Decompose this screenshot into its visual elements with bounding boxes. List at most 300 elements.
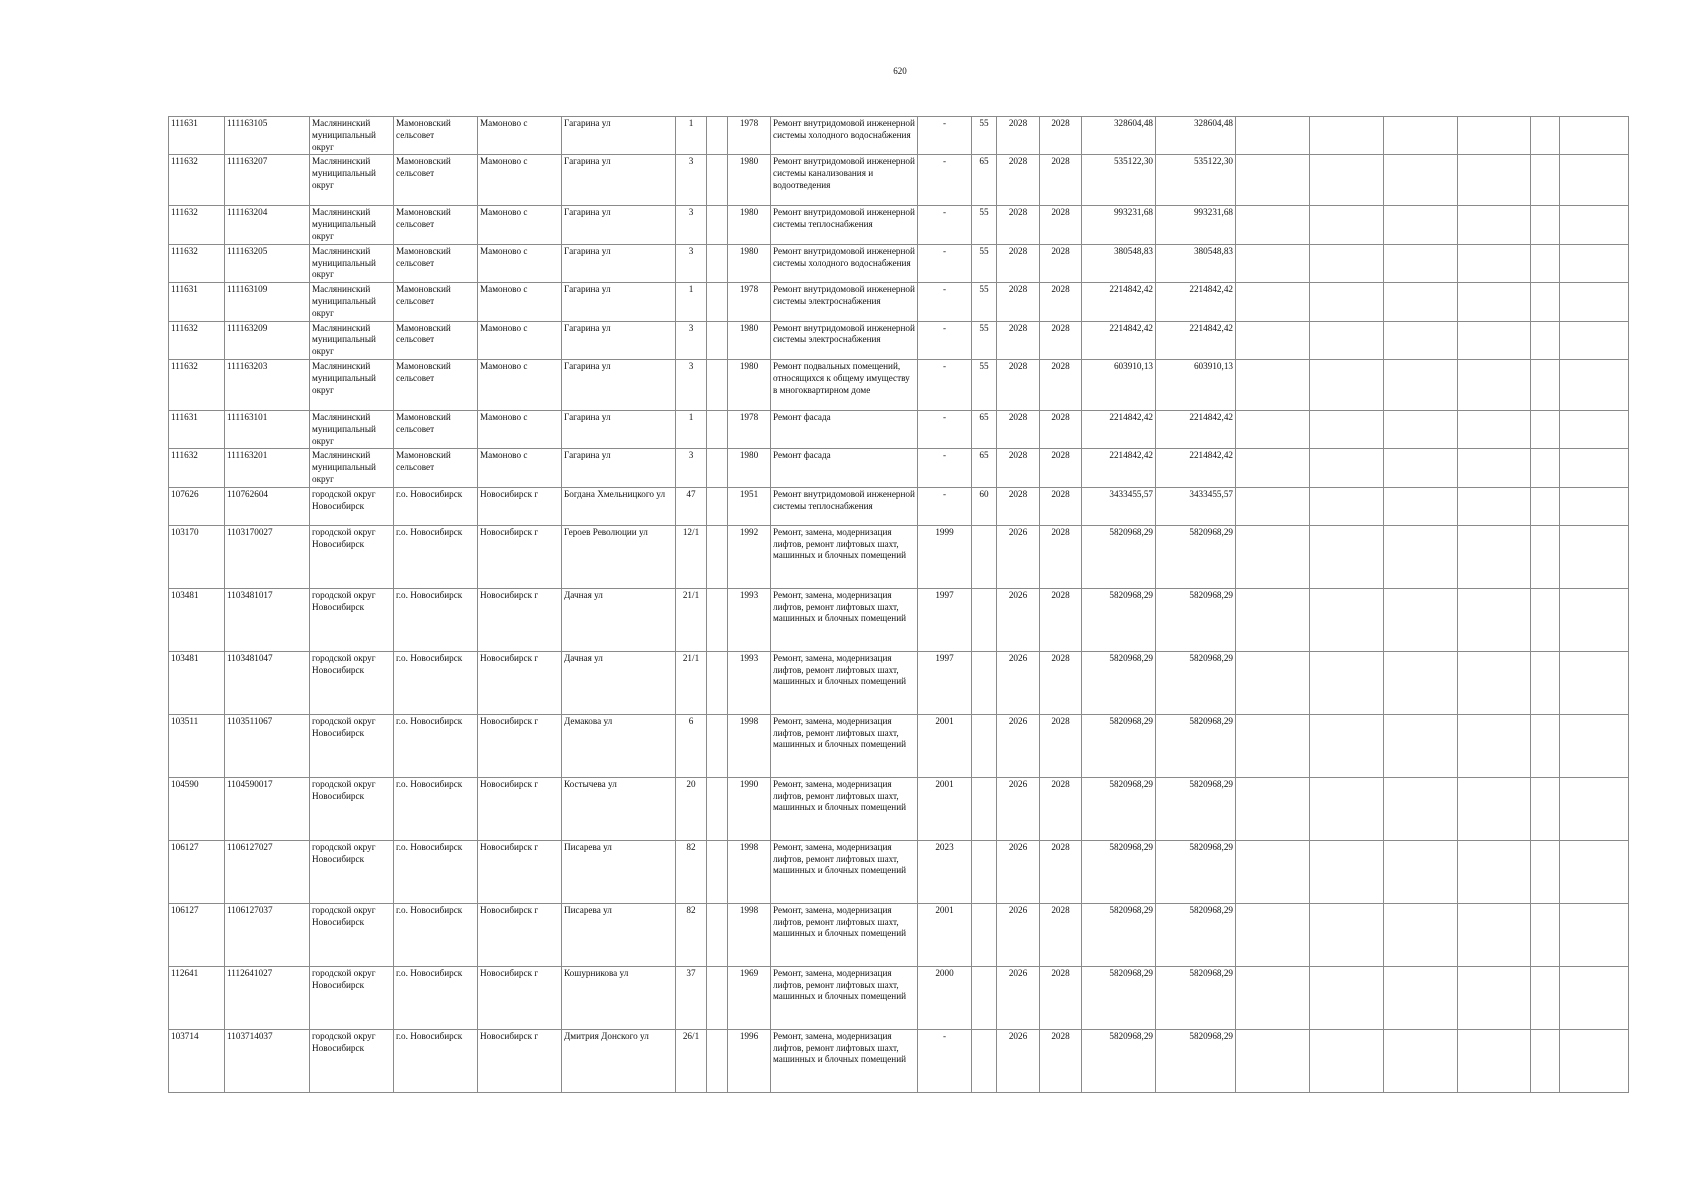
cell-plan-year-start: 2026 xyxy=(997,840,1040,903)
cell-empty xyxy=(1310,283,1384,321)
cell-plan-year-start: 2028 xyxy=(997,410,1040,448)
cell-wear-percent: 55 xyxy=(972,359,997,410)
cell-plan-year-end: 2028 xyxy=(1040,903,1082,966)
cell-street: Гагарина ул xyxy=(562,155,676,206)
cell-street: Демакова ул xyxy=(562,714,676,777)
cell-program-id: 111163109 xyxy=(225,283,310,321)
cell-street: Богдана Хмельницкого ул xyxy=(562,487,676,525)
cell-municipality: Маслянинский муниципальный округ xyxy=(310,155,394,206)
cell-plan-year-start: 2026 xyxy=(997,777,1040,840)
cell-fund-cost: 2214842,42 xyxy=(1156,410,1236,448)
cell-empty xyxy=(1531,840,1560,903)
cell-plan-year-start: 2026 xyxy=(997,588,1040,651)
cell-wear-percent xyxy=(972,588,997,651)
cell-program-id: 111163207 xyxy=(225,155,310,206)
cell-program-id: 1106127027 xyxy=(225,840,310,903)
cell-total-cost: 380548,83 xyxy=(1082,244,1156,282)
cell-year-built: 1978 xyxy=(728,410,771,448)
table-row xyxy=(169,359,1629,410)
cell-empty xyxy=(1310,359,1384,410)
cell-plan-year-start: 2026 xyxy=(997,525,1040,588)
cell-empty xyxy=(1560,651,1629,714)
cell-locality: Мамоново с xyxy=(478,283,562,321)
cell-empty xyxy=(1531,651,1560,714)
cell-empty xyxy=(1236,117,1310,155)
cell-street: Писарева ул xyxy=(562,903,676,966)
cell-year-built: 1978 xyxy=(728,117,771,155)
cell-empty xyxy=(1236,283,1310,321)
cell-house-id: 103481 xyxy=(169,651,225,714)
cell-last-repair-year: - xyxy=(918,1029,972,1092)
cell-street: Гагарина ул xyxy=(562,117,676,155)
cell-total-cost: 3433455,57 xyxy=(1082,487,1156,525)
cell-wear-percent: 65 xyxy=(972,155,997,206)
cell-settlement: Мамоновский сельсовет xyxy=(394,359,478,410)
cell-total-cost: 5820968,29 xyxy=(1082,777,1156,840)
cell-locality: Мамоново с xyxy=(478,155,562,206)
cell-building xyxy=(707,777,728,840)
cell-settlement: Мамоновский сельсовет xyxy=(394,410,478,448)
cell-year-built: 1980 xyxy=(728,449,771,487)
cell-empty xyxy=(1458,777,1531,840)
cell-program-id: 111163204 xyxy=(225,206,310,244)
cell-empty xyxy=(1531,206,1560,244)
cell-empty xyxy=(1458,840,1531,903)
cell-wear-percent: 55 xyxy=(972,321,997,359)
cell-street: Гагарина ул xyxy=(562,283,676,321)
cell-locality: Мамоново с xyxy=(478,206,562,244)
cell-house-number: 3 xyxy=(676,155,707,206)
cell-house-id: 103511 xyxy=(169,714,225,777)
cell-program-id: 111163205 xyxy=(225,244,310,282)
cell-house-id: 106127 xyxy=(169,840,225,903)
cell-empty xyxy=(1236,903,1310,966)
cell-empty xyxy=(1458,966,1531,1029)
cell-empty xyxy=(1560,966,1629,1029)
cell-municipality: Маслянинский муниципальный округ xyxy=(310,449,394,487)
cell-settlement: г.о. Новосибирск xyxy=(394,840,478,903)
cell-work-type: Ремонт подвальных помещений, относящихся к общему имуществу в многоквартирном доме xyxy=(771,359,918,410)
cell-last-repair-year: 2001 xyxy=(918,777,972,840)
table-row xyxy=(169,206,1629,244)
cell-street: Дачная ул xyxy=(562,588,676,651)
cell-year-built: 1998 xyxy=(728,714,771,777)
cell-house-number: 26/1 xyxy=(676,1029,707,1092)
cell-house-number: 1 xyxy=(676,283,707,321)
cell-municipality: Маслянинский муниципальный округ xyxy=(310,321,394,359)
cell-empty xyxy=(1310,155,1384,206)
cell-wear-percent xyxy=(972,1029,997,1092)
cell-year-built: 1980 xyxy=(728,244,771,282)
cell-wear-percent: 55 xyxy=(972,206,997,244)
cell-total-cost: 993231,68 xyxy=(1082,206,1156,244)
cell-locality: Новосибирск г xyxy=(478,903,562,966)
cell-empty xyxy=(1310,714,1384,777)
cell-municipality: городской округ Новосибирск xyxy=(310,840,394,903)
cell-empty xyxy=(1531,117,1560,155)
cell-work-type: Ремонт, замена, модернизация лифтов, ремонт лифтовых шахт, машинных и блочных помещений xyxy=(771,588,918,651)
cell-fund-cost: 535122,30 xyxy=(1156,155,1236,206)
cell-program-id: 1103714037 xyxy=(225,1029,310,1092)
cell-wear-percent xyxy=(972,777,997,840)
cell-empty xyxy=(1560,588,1629,651)
cell-empty xyxy=(1236,525,1310,588)
cell-year-built: 1993 xyxy=(728,651,771,714)
cell-empty xyxy=(1236,1029,1310,1092)
cell-empty xyxy=(1236,321,1310,359)
cell-plan-year-start: 2028 xyxy=(997,244,1040,282)
cell-program-id: 1103511067 xyxy=(225,714,310,777)
cell-settlement: Мамоновский сельсовет xyxy=(394,117,478,155)
cell-empty xyxy=(1384,588,1458,651)
cell-plan-year-end: 2028 xyxy=(1040,206,1082,244)
cell-empty xyxy=(1560,321,1629,359)
cell-house-number: 3 xyxy=(676,359,707,410)
cell-year-built: 1969 xyxy=(728,966,771,1029)
cell-locality: Мамоново с xyxy=(478,117,562,155)
cell-empty xyxy=(1458,651,1531,714)
cell-plan-year-start: 2028 xyxy=(997,321,1040,359)
cell-empty xyxy=(1236,840,1310,903)
cell-empty xyxy=(1531,1029,1560,1092)
table-row xyxy=(169,966,1629,1029)
cell-settlement: г.о. Новосибирск xyxy=(394,714,478,777)
cell-empty xyxy=(1236,651,1310,714)
cell-last-repair-year: - xyxy=(918,155,972,206)
cell-settlement: г.о. Новосибирск xyxy=(394,903,478,966)
cell-empty xyxy=(1236,777,1310,840)
cell-plan-year-end: 2028 xyxy=(1040,117,1082,155)
cell-empty xyxy=(1384,966,1458,1029)
cell-building xyxy=(707,840,728,903)
cell-empty xyxy=(1531,410,1560,448)
cell-house-id: 111632 xyxy=(169,155,225,206)
cell-last-repair-year: 2001 xyxy=(918,714,972,777)
cell-plan-year-start: 2028 xyxy=(997,359,1040,410)
cell-program-id: 1112641027 xyxy=(225,966,310,1029)
cell-empty xyxy=(1458,714,1531,777)
cell-building xyxy=(707,155,728,206)
table-row xyxy=(169,117,1629,155)
cell-empty xyxy=(1458,359,1531,410)
cell-total-cost: 5820968,29 xyxy=(1082,651,1156,714)
cell-building xyxy=(707,714,728,777)
cell-municipality: городской округ Новосибирск xyxy=(310,966,394,1029)
cell-work-type: Ремонт внутридомовой инженерной системы электроснабжения xyxy=(771,283,918,321)
cell-plan-year-end: 2028 xyxy=(1040,525,1082,588)
cell-municipality: городской округ Новосибирск xyxy=(310,1029,394,1092)
cell-plan-year-end: 2028 xyxy=(1040,777,1082,840)
cell-settlement: Мамоновский сельсовет xyxy=(394,321,478,359)
cell-empty xyxy=(1384,840,1458,903)
cell-street: Героев Революции ул xyxy=(562,525,676,588)
cell-program-id: 1106127037 xyxy=(225,903,310,966)
cell-street: Дачная ул xyxy=(562,651,676,714)
cell-empty xyxy=(1384,283,1458,321)
cell-street: Гагарина ул xyxy=(562,321,676,359)
cell-settlement: г.о. Новосибирск xyxy=(394,588,478,651)
cell-house-id: 112641 xyxy=(169,966,225,1029)
cell-fund-cost: 5820968,29 xyxy=(1156,777,1236,840)
cell-empty xyxy=(1531,903,1560,966)
cell-house-id: 111632 xyxy=(169,449,225,487)
cell-plan-year-start: 2028 xyxy=(997,487,1040,525)
table-row xyxy=(169,155,1629,206)
cell-house-number: 37 xyxy=(676,966,707,1029)
cell-last-repair-year: 1997 xyxy=(918,588,972,651)
cell-empty xyxy=(1560,410,1629,448)
cell-street: Гагарина ул xyxy=(562,359,676,410)
cell-empty xyxy=(1458,117,1531,155)
cell-empty xyxy=(1310,321,1384,359)
cell-wear-percent xyxy=(972,525,997,588)
cell-building xyxy=(707,244,728,282)
cell-year-built: 1998 xyxy=(728,840,771,903)
cell-work-type: Ремонт, замена, модернизация лифтов, ремонт лифтовых шахт, машинных и блочных помещений xyxy=(771,966,918,1029)
cell-empty xyxy=(1531,714,1560,777)
cell-empty xyxy=(1560,903,1629,966)
cell-building xyxy=(707,487,728,525)
cell-house-number: 21/1 xyxy=(676,588,707,651)
cell-work-type: Ремонт, замена, модернизация лифтов, ремонт лифтовых шахт, машинных и блочных помещений xyxy=(771,525,918,588)
cell-municipality: городской округ Новосибирск xyxy=(310,525,394,588)
cell-house-id: 111632 xyxy=(169,321,225,359)
cell-total-cost: 5820968,29 xyxy=(1082,840,1156,903)
cell-empty xyxy=(1384,244,1458,282)
cell-fund-cost: 5820968,29 xyxy=(1156,1029,1236,1092)
cell-empty xyxy=(1458,410,1531,448)
cell-house-number: 82 xyxy=(676,840,707,903)
cell-house-number: 82 xyxy=(676,903,707,966)
cell-house-number: 6 xyxy=(676,714,707,777)
cell-program-id: 110762604 xyxy=(225,487,310,525)
cell-locality: Новосибирск г xyxy=(478,588,562,651)
cell-total-cost: 5820968,29 xyxy=(1082,714,1156,777)
cell-year-built: 1980 xyxy=(728,206,771,244)
cell-year-built: 1980 xyxy=(728,359,771,410)
cell-plan-year-end: 2028 xyxy=(1040,966,1082,1029)
cell-last-repair-year: - xyxy=(918,206,972,244)
cell-empty xyxy=(1531,449,1560,487)
cell-plan-year-end: 2028 xyxy=(1040,283,1082,321)
cell-building xyxy=(707,588,728,651)
cell-street: Костычева ул xyxy=(562,777,676,840)
cell-program-id: 111163209 xyxy=(225,321,310,359)
cell-empty xyxy=(1560,244,1629,282)
cell-plan-year-end: 2028 xyxy=(1040,487,1082,525)
cell-house-id: 107626 xyxy=(169,487,225,525)
cell-empty xyxy=(1236,410,1310,448)
cell-municipality: Маслянинский муниципальный округ xyxy=(310,283,394,321)
cell-wear-percent: 60 xyxy=(972,487,997,525)
cell-house-number: 1 xyxy=(676,410,707,448)
cell-plan-year-end: 2028 xyxy=(1040,244,1082,282)
cell-empty xyxy=(1310,117,1384,155)
cell-building xyxy=(707,359,728,410)
cell-plan-year-start: 2026 xyxy=(997,966,1040,1029)
cell-fund-cost: 5820968,29 xyxy=(1156,588,1236,651)
cell-settlement: Мамоновский сельсовет xyxy=(394,244,478,282)
cell-work-type: Ремонт, замена, модернизация лифтов, ремонт лифтовых шахт, машинных и блочных помещений xyxy=(771,1029,918,1092)
cell-locality: Мамоново с xyxy=(478,244,562,282)
cell-year-built: 1993 xyxy=(728,588,771,651)
cell-last-repair-year: 1999 xyxy=(918,525,972,588)
cell-empty xyxy=(1310,1029,1384,1092)
cell-empty xyxy=(1384,117,1458,155)
cell-empty xyxy=(1384,321,1458,359)
cell-empty xyxy=(1384,487,1458,525)
cell-wear-percent xyxy=(972,714,997,777)
cell-total-cost: 2214842,42 xyxy=(1082,321,1156,359)
cell-plan-year-start: 2028 xyxy=(997,117,1040,155)
cell-work-type: Ремонт, замена, модернизация лифтов, ремонт лифтовых шахт, машинных и блочных помещений xyxy=(771,714,918,777)
cell-empty xyxy=(1560,117,1629,155)
cell-municipality: городской округ Новосибирск xyxy=(310,777,394,840)
cell-empty xyxy=(1384,206,1458,244)
cell-house-id: 111631 xyxy=(169,117,225,155)
cell-year-built: 1990 xyxy=(728,777,771,840)
cell-work-type: Ремонт внутридомовой инженерной системы теплоснабжения xyxy=(771,487,918,525)
cell-program-id: 111163203 xyxy=(225,359,310,410)
cell-wear-percent: 65 xyxy=(972,449,997,487)
cell-empty xyxy=(1560,1029,1629,1092)
cell-work-type: Ремонт внутридомовой инженерной системы канализования и водоотведения xyxy=(771,155,918,206)
cell-wear-percent: 55 xyxy=(972,283,997,321)
cell-house-id: 111632 xyxy=(169,244,225,282)
cell-work-type: Ремонт фасада xyxy=(771,449,918,487)
table-body xyxy=(169,117,1629,1093)
cell-locality: Мамоново с xyxy=(478,410,562,448)
cell-locality: Новосибирск г xyxy=(478,777,562,840)
cell-house-number: 47 xyxy=(676,487,707,525)
cell-empty xyxy=(1384,525,1458,588)
cell-plan-year-start: 2028 xyxy=(997,155,1040,206)
cell-settlement: Мамоновский сельсовет xyxy=(394,206,478,244)
cell-empty xyxy=(1531,777,1560,840)
cell-empty xyxy=(1560,449,1629,487)
cell-total-cost: 5820968,29 xyxy=(1082,1029,1156,1092)
cell-street: Гагарина ул xyxy=(562,410,676,448)
cell-empty xyxy=(1560,487,1629,525)
cell-house-id: 111632 xyxy=(169,359,225,410)
cell-total-cost: 5820968,29 xyxy=(1082,588,1156,651)
cell-plan-year-end: 2028 xyxy=(1040,1029,1082,1092)
cell-municipality: Маслянинский муниципальный округ xyxy=(310,244,394,282)
cell-empty xyxy=(1531,155,1560,206)
cell-empty xyxy=(1560,283,1629,321)
cell-house-number: 3 xyxy=(676,206,707,244)
cell-locality: Новосибирск г xyxy=(478,487,562,525)
table-row xyxy=(169,1029,1629,1092)
cell-wear-percent xyxy=(972,840,997,903)
cell-empty xyxy=(1531,321,1560,359)
table-row xyxy=(169,487,1629,525)
cell-house-id: 111631 xyxy=(169,283,225,321)
cell-empty xyxy=(1236,487,1310,525)
cell-municipality: городской округ Новосибирск xyxy=(310,903,394,966)
cell-plan-year-end: 2028 xyxy=(1040,449,1082,487)
cell-house-number: 3 xyxy=(676,449,707,487)
cell-empty xyxy=(1458,903,1531,966)
table-row xyxy=(169,840,1629,903)
cell-year-built: 1996 xyxy=(728,1029,771,1092)
cell-fund-cost: 5820968,29 xyxy=(1156,525,1236,588)
cell-program-id: 111163101 xyxy=(225,410,310,448)
cell-last-repair-year: - xyxy=(918,449,972,487)
cell-empty xyxy=(1458,155,1531,206)
page-number: 620 xyxy=(893,66,907,76)
cell-last-repair-year: 2000 xyxy=(918,966,972,1029)
cell-plan-year-end: 2028 xyxy=(1040,155,1082,206)
cell-house-number: 21/1 xyxy=(676,651,707,714)
cell-empty xyxy=(1531,966,1560,1029)
cell-municipality: городской округ Новосибирск xyxy=(310,487,394,525)
cell-wear-percent: 55 xyxy=(972,117,997,155)
cell-empty xyxy=(1236,966,1310,1029)
cell-locality: Новосибирск г xyxy=(478,714,562,777)
cell-locality: Мамоново с xyxy=(478,449,562,487)
cell-fund-cost: 5820968,29 xyxy=(1156,903,1236,966)
cell-empty xyxy=(1236,714,1310,777)
cell-empty xyxy=(1236,449,1310,487)
cell-fund-cost: 2214842,42 xyxy=(1156,449,1236,487)
cell-house-id: 104590 xyxy=(169,777,225,840)
cell-fund-cost: 380548,83 xyxy=(1156,244,1236,282)
cell-empty xyxy=(1236,155,1310,206)
cell-program-id: 1104590017 xyxy=(225,777,310,840)
table-row xyxy=(169,714,1629,777)
cell-building xyxy=(707,321,728,359)
cell-fund-cost: 5820968,29 xyxy=(1156,714,1236,777)
cell-empty xyxy=(1384,714,1458,777)
cell-wear-percent xyxy=(972,651,997,714)
cell-empty xyxy=(1236,588,1310,651)
table-row xyxy=(169,903,1629,966)
cell-empty xyxy=(1384,359,1458,410)
cell-plan-year-start: 2026 xyxy=(997,903,1040,966)
cell-year-built: 1980 xyxy=(728,321,771,359)
cell-building xyxy=(707,1029,728,1092)
cell-empty xyxy=(1310,588,1384,651)
cell-settlement: Мамоновский сельсовет xyxy=(394,449,478,487)
cell-total-cost: 2214842,42 xyxy=(1082,449,1156,487)
cell-locality: Мамоново с xyxy=(478,321,562,359)
cell-empty xyxy=(1384,777,1458,840)
cell-municipality: Маслянинский муниципальный округ xyxy=(310,206,394,244)
cell-plan-year-start: 2028 xyxy=(997,283,1040,321)
cell-empty xyxy=(1458,449,1531,487)
cell-last-repair-year: - xyxy=(918,321,972,359)
cell-work-type: Ремонт, замена, модернизация лифтов, ремонт лифтовых шахт, машинных и блочных помещений xyxy=(771,840,918,903)
cell-empty xyxy=(1560,840,1629,903)
cell-street: Дмитрия Донского ул xyxy=(562,1029,676,1092)
cell-total-cost: 2214842,42 xyxy=(1082,410,1156,448)
cell-empty xyxy=(1531,359,1560,410)
cell-total-cost: 328604,48 xyxy=(1082,117,1156,155)
cell-empty xyxy=(1236,244,1310,282)
cell-plan-year-end: 2028 xyxy=(1040,321,1082,359)
cell-house-id: 111632 xyxy=(169,206,225,244)
cell-locality: Мамоново с xyxy=(478,359,562,410)
cell-empty xyxy=(1310,487,1384,525)
cell-last-repair-year: - xyxy=(918,117,972,155)
cell-work-type: Ремонт, замена, модернизация лифтов, ремонт лифтовых шахт, машинных и блочных помещений xyxy=(771,903,918,966)
cell-fund-cost: 5820968,29 xyxy=(1156,966,1236,1029)
cell-street: Гагарина ул xyxy=(562,244,676,282)
cell-program-id: 111163105 xyxy=(225,117,310,155)
table-row xyxy=(169,244,1629,282)
cell-empty xyxy=(1458,321,1531,359)
